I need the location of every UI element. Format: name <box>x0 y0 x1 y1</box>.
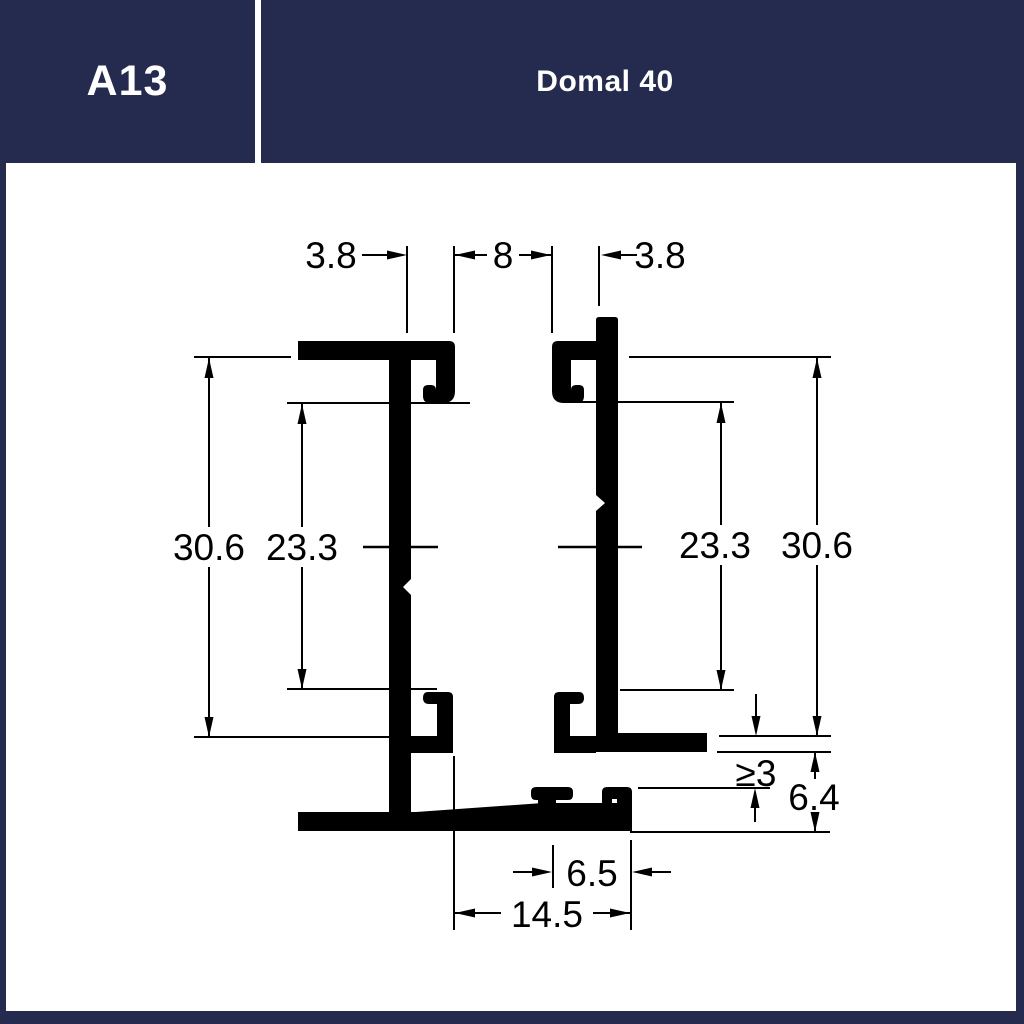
page-title: Domal 40 <box>536 64 674 98</box>
left-bottom-flange <box>298 803 631 831</box>
dim-inner-left: 23.3 <box>265 527 339 568</box>
page-border-right <box>1016 163 1024 1024</box>
profile-code: A13 <box>86 57 169 105</box>
page-border-left <box>0 163 6 1024</box>
dim-inner-right: 23.3 <box>678 525 752 566</box>
right-top-hook <box>552 360 584 403</box>
dim-clearance: ≥3 <box>735 753 777 794</box>
page-header <box>0 0 1024 163</box>
profile-code-badge <box>0 0 255 163</box>
header-title-box <box>261 0 1024 163</box>
page-border-bottom <box>0 1011 1024 1024</box>
right-bottom-flange <box>596 733 707 752</box>
left-top-hook <box>423 360 455 403</box>
dim-lower-right: 6.4 <box>788 777 840 818</box>
dim-slot: 6.5 <box>566 853 618 894</box>
dim-top-left: 3.8 <box>305 235 357 276</box>
dim-top-center: 8 <box>492 235 514 276</box>
right-top-flange <box>552 341 596 360</box>
right-bottom-hook <box>554 692 596 753</box>
right-stem <box>596 317 618 752</box>
dim-base: 14.5 <box>510 894 584 935</box>
dim-top-right: 3.8 <box>634 235 686 276</box>
dim-outer-left: 30.6 <box>172 527 246 568</box>
left-profile-shape <box>298 341 632 831</box>
left-bottom-hook <box>411 692 453 753</box>
left-stem <box>389 341 411 814</box>
dim-outer-right: 30.6 <box>780 525 854 566</box>
left-top-flange <box>298 341 455 360</box>
